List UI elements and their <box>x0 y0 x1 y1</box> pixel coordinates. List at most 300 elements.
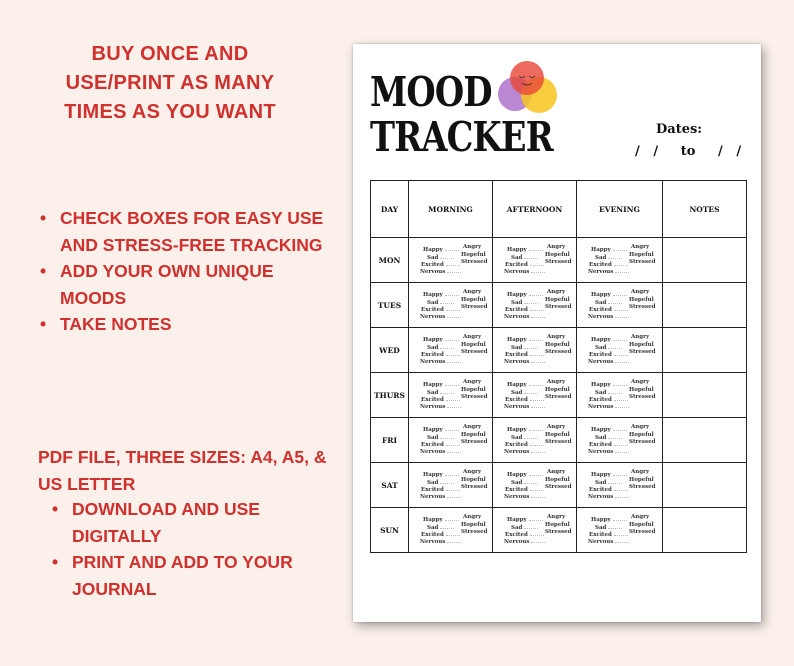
notes-cell[interactable] <box>663 328 747 373</box>
mood-happy[interactable] <box>507 336 543 343</box>
mood-angry[interactable] <box>547 379 565 385</box>
mood-nervous[interactable] <box>504 313 545 320</box>
checkbox[interactable] <box>530 441 544 446</box>
mood-sad[interactable] <box>511 434 538 441</box>
mood-stressed[interactable] <box>629 529 655 535</box>
mood-stressed[interactable] <box>545 394 571 400</box>
mood-stressed[interactable] <box>545 259 571 265</box>
checkbox[interactable] <box>613 516 627 521</box>
mood-checkbox-group <box>577 373 662 417</box>
mood-label: Sad <box>595 435 607 441</box>
mood-nervous[interactable] <box>588 313 629 320</box>
mood-label: Excited <box>421 307 444 313</box>
mood-label: Happy <box>423 517 443 523</box>
mood-nervous[interactable] <box>420 268 461 275</box>
header-morning: MORNING <box>409 181 493 238</box>
mood-sad[interactable] <box>427 524 454 531</box>
checkbox[interactable] <box>608 524 622 529</box>
mood-label: Sad <box>427 435 439 441</box>
checkbox[interactable] <box>531 313 545 318</box>
checkbox[interactable] <box>531 448 545 453</box>
mood-stressed[interactable] <box>461 259 487 265</box>
table-row <box>371 463 747 508</box>
checkbox[interactable] <box>615 493 629 498</box>
feature-item: • CHECK BOXES FOR EASY USE AND STRESS-FREE TRACKING <box>40 205 340 258</box>
mood-sad[interactable] <box>427 389 454 396</box>
checkbox[interactable] <box>608 479 622 484</box>
mood-excited[interactable] <box>505 486 544 493</box>
mood-checkbox-group <box>577 238 662 282</box>
mood-happy[interactable] <box>507 471 543 478</box>
mood-label: Sad <box>595 345 607 351</box>
checkbox[interactable] <box>614 351 628 356</box>
checkbox[interactable] <box>530 486 544 491</box>
checkbox[interactable] <box>447 313 461 318</box>
mood-hopeful[interactable] <box>545 252 570 258</box>
mood-angry[interactable] <box>547 424 565 430</box>
mood-stressed[interactable] <box>629 439 655 445</box>
mood-hopeful[interactable] <box>629 522 654 528</box>
checkbox[interactable] <box>531 493 545 498</box>
mood-happy[interactable] <box>507 246 543 253</box>
mood-sad[interactable] <box>427 434 454 441</box>
header-notes: NOTES <box>663 181 747 238</box>
mood-stressed[interactable] <box>545 349 571 355</box>
mood-happy[interactable] <box>591 336 627 343</box>
checkbox[interactable] <box>531 538 545 543</box>
checkbox[interactable] <box>530 351 544 356</box>
mood-happy[interactable] <box>423 246 459 253</box>
mood-sad[interactable] <box>427 254 454 261</box>
mood-hopeful[interactable] <box>461 252 486 258</box>
mood-sad[interactable] <box>511 524 538 531</box>
mood-label: Excited <box>589 352 612 358</box>
checkbox[interactable] <box>524 434 538 439</box>
checkbox[interactable] <box>615 358 629 363</box>
mood-label: Sad <box>511 255 523 261</box>
notes-cell[interactable] <box>663 463 747 508</box>
checkbox[interactable] <box>608 389 622 394</box>
checkbox[interactable] <box>446 441 460 446</box>
checkbox[interactable] <box>614 306 628 311</box>
mood-label: Happy <box>507 472 527 478</box>
checkbox[interactable] <box>608 434 622 439</box>
mood-nervous[interactable] <box>588 358 629 365</box>
mood-angry[interactable] <box>463 334 481 340</box>
mood-happy[interactable] <box>507 291 543 298</box>
mood-nervous[interactable] <box>588 403 629 410</box>
mood-stressed[interactable] <box>461 349 487 355</box>
header-evening: EVENING <box>577 181 663 238</box>
checkbox[interactable] <box>447 268 461 273</box>
checkbox[interactable] <box>524 479 538 484</box>
mood-happy[interactable] <box>507 516 543 523</box>
day-label: SAT <box>371 463 409 508</box>
mood-label: Hopeful <box>629 387 654 393</box>
mood-label: Nervous <box>588 314 614 320</box>
mood-excited[interactable] <box>505 531 544 538</box>
mood-excited[interactable] <box>589 351 628 358</box>
mood-sad[interactable] <box>511 479 538 486</box>
checkbox[interactable] <box>613 246 627 251</box>
checkbox[interactable] <box>445 381 459 386</box>
day-label: SUN <box>371 508 409 553</box>
checkbox[interactable] <box>529 426 543 431</box>
mood-label: Sad <box>595 300 607 306</box>
mood-excited[interactable] <box>589 531 628 538</box>
mood-excited[interactable] <box>589 486 628 493</box>
checkbox[interactable] <box>440 389 454 394</box>
mood-angry[interactable] <box>631 334 649 340</box>
evening-cell <box>577 283 663 328</box>
mood-label: Sad <box>595 390 607 396</box>
mood-excited[interactable] <box>505 351 544 358</box>
mood-stressed[interactable] <box>461 439 487 445</box>
mood-angry[interactable] <box>547 334 565 340</box>
mood-label: Stressed <box>629 394 656 400</box>
mood-nervous[interactable] <box>588 493 629 500</box>
mood-stressed[interactable] <box>629 484 655 490</box>
mood-stressed[interactable] <box>461 529 487 535</box>
mood-sad[interactable] <box>595 299 622 306</box>
mood-hopeful[interactable] <box>461 522 486 528</box>
checkbox[interactable] <box>614 396 628 401</box>
mood-happy[interactable] <box>591 426 627 433</box>
checkbox[interactable] <box>445 336 459 341</box>
checkbox[interactable] <box>614 531 628 536</box>
checkbox[interactable] <box>524 389 538 394</box>
checkbox[interactable] <box>529 336 543 341</box>
mood-hopeful[interactable] <box>461 477 486 483</box>
mood-stressed[interactable] <box>629 304 655 310</box>
checkbox[interactable] <box>447 448 461 453</box>
mood-hopeful[interactable] <box>461 297 486 303</box>
promo-title-line: TIMES AS YOU WANT <box>64 101 276 123</box>
mood-angry[interactable] <box>631 289 649 295</box>
checkbox[interactable] <box>613 336 627 341</box>
promo-title <box>30 40 310 127</box>
mood-happy[interactable] <box>591 291 627 298</box>
mood-hopeful[interactable] <box>629 477 654 483</box>
mood-angry[interactable] <box>547 244 565 250</box>
checkbox[interactable] <box>615 448 629 453</box>
mood-stressed[interactable] <box>461 484 487 490</box>
checkbox[interactable] <box>530 396 544 401</box>
checkbox[interactable] <box>447 358 461 363</box>
mood-sad[interactable] <box>511 389 538 396</box>
mood-happy[interactable] <box>591 381 627 388</box>
mood-excited[interactable] <box>589 441 628 448</box>
checkbox[interactable] <box>445 426 459 431</box>
mood-angry[interactable] <box>631 514 649 520</box>
table-header-row <box>371 181 747 238</box>
mood-hopeful[interactable] <box>461 387 486 393</box>
mood-stressed[interactable] <box>629 259 655 265</box>
checkbox[interactable] <box>615 268 629 273</box>
mood-nervous[interactable] <box>504 493 545 500</box>
mood-hopeful[interactable] <box>545 387 570 393</box>
checkbox[interactable] <box>524 524 538 529</box>
mood-label: Excited <box>421 262 444 268</box>
checkbox[interactable] <box>446 351 460 356</box>
mood-nervous[interactable] <box>588 538 629 545</box>
checkbox[interactable] <box>614 261 628 266</box>
feature-list <box>40 205 340 338</box>
mood-stressed[interactable] <box>545 529 571 535</box>
checkbox[interactable] <box>446 306 460 311</box>
mood-checkbox-group <box>493 283 576 327</box>
checkbox[interactable] <box>524 299 538 304</box>
mood-excited[interactable] <box>505 396 544 403</box>
mood-sad[interactable] <box>511 254 538 261</box>
checkbox[interactable] <box>615 403 629 408</box>
mood-nervous[interactable] <box>420 493 461 500</box>
mood-angry[interactable] <box>631 469 649 475</box>
checkbox[interactable] <box>446 486 460 491</box>
mood-hopeful[interactable] <box>545 342 570 348</box>
mood-happy[interactable] <box>423 291 459 298</box>
notes-cell[interactable] <box>663 418 747 463</box>
checkbox[interactable] <box>447 538 461 543</box>
mood-sad[interactable] <box>595 479 622 486</box>
mood-angry[interactable] <box>463 424 481 430</box>
mood-label: Happy <box>423 427 443 433</box>
checkbox[interactable] <box>608 254 622 259</box>
checkbox[interactable] <box>446 261 460 266</box>
mood-excited[interactable] <box>589 306 628 313</box>
mood-happy[interactable] <box>423 336 459 343</box>
mood-label: Nervous <box>588 359 614 365</box>
mood-hopeful[interactable] <box>629 252 654 258</box>
mood-sad[interactable] <box>511 299 538 306</box>
mood-label: Sad <box>595 525 607 531</box>
checkbox[interactable] <box>446 396 460 401</box>
mood-label: Angry <box>547 514 566 520</box>
checkbox[interactable] <box>531 268 545 273</box>
mood-sad[interactable] <box>595 344 622 351</box>
checkbox[interactable] <box>613 291 627 296</box>
mood-excited[interactable] <box>421 306 460 313</box>
mood-happy[interactable] <box>507 381 543 388</box>
checkbox[interactable] <box>440 344 454 349</box>
checkbox[interactable] <box>531 358 545 363</box>
checkbox[interactable] <box>530 531 544 536</box>
checkbox[interactable] <box>529 516 543 521</box>
mood-stressed[interactable] <box>545 439 571 445</box>
mood-angry[interactable] <box>631 424 649 430</box>
checkbox[interactable] <box>529 381 543 386</box>
mood-happy[interactable] <box>507 426 543 433</box>
mood-stressed[interactable] <box>545 484 571 490</box>
mood-hopeful[interactable] <box>629 387 654 393</box>
mood-hopeful[interactable] <box>629 297 654 303</box>
checkbox[interactable] <box>615 313 629 318</box>
mood-happy[interactable] <box>591 471 627 478</box>
mood-label: Nervous <box>420 359 446 365</box>
mood-stressed[interactable] <box>629 349 655 355</box>
mood-label: Angry <box>463 289 482 295</box>
mood-stressed[interactable] <box>629 394 655 400</box>
mood-hopeful[interactable] <box>629 342 654 348</box>
checkbox[interactable] <box>531 403 545 408</box>
mood-hopeful[interactable] <box>545 297 570 303</box>
mood-nervous[interactable] <box>504 538 545 545</box>
mood-sad[interactable] <box>427 344 454 351</box>
mood-hopeful[interactable] <box>461 342 486 348</box>
mood-excited[interactable] <box>505 306 544 313</box>
mood-excited[interactable] <box>421 486 460 493</box>
checkbox[interactable] <box>614 441 628 446</box>
mood-label: Stressed <box>545 529 572 535</box>
mood-label: Nervous <box>588 539 614 545</box>
mood-nervous[interactable] <box>420 313 461 320</box>
mood-hopeful[interactable] <box>545 432 570 438</box>
notes-cell[interactable] <box>663 373 747 418</box>
mood-label: Hopeful <box>629 297 654 303</box>
checkbox[interactable] <box>447 493 461 498</box>
mood-nervous[interactable] <box>504 268 545 275</box>
mood-label: Excited <box>421 397 444 403</box>
mood-label: Hopeful <box>545 387 570 393</box>
mood-sad[interactable] <box>595 389 622 396</box>
mood-angry[interactable] <box>463 469 481 475</box>
mood-hopeful[interactable] <box>629 432 654 438</box>
mood-sad[interactable] <box>427 479 454 486</box>
mood-excited[interactable] <box>589 261 628 268</box>
mood-stressed[interactable] <box>461 304 487 310</box>
notes-cell[interactable] <box>663 238 747 283</box>
checkbox[interactable] <box>445 246 459 251</box>
evening-cell <box>577 418 663 463</box>
mood-hopeful[interactable] <box>545 477 570 483</box>
mood-nervous[interactable] <box>588 448 629 455</box>
mood-nervous[interactable] <box>420 448 461 455</box>
mood-angry[interactable] <box>463 244 481 250</box>
mood-nervous[interactable] <box>504 358 545 365</box>
mood-angry[interactable] <box>631 379 649 385</box>
mood-angry[interactable] <box>547 289 565 295</box>
mood-stressed[interactable] <box>461 394 487 400</box>
mood-excited[interactable] <box>421 261 460 268</box>
mood-label: Happy <box>591 292 611 298</box>
mood-nervous[interactable] <box>420 358 461 365</box>
checkbox[interactable] <box>440 254 454 259</box>
checkbox[interactable] <box>608 344 622 349</box>
checkbox[interactable] <box>613 471 627 476</box>
checkbox[interactable] <box>524 344 538 349</box>
mood-label: Happy <box>591 472 611 478</box>
checkbox[interactable] <box>440 479 454 484</box>
mood-happy[interactable] <box>423 381 459 388</box>
mood-happy[interactable] <box>591 246 627 253</box>
day-label: MON <box>371 238 409 283</box>
checkbox[interactable] <box>445 471 459 476</box>
checkbox[interactable] <box>614 486 628 491</box>
table-row <box>371 238 747 283</box>
mood-nervous[interactable] <box>504 448 545 455</box>
checkbox[interactable] <box>529 291 543 296</box>
mood-angry[interactable] <box>463 289 481 295</box>
mood-nervous[interactable] <box>420 403 461 410</box>
mood-label: Sad <box>595 480 607 486</box>
mood-label: Stressed <box>629 529 656 535</box>
mood-nervous[interactable] <box>588 268 629 275</box>
mood-hopeful[interactable] <box>545 522 570 528</box>
day-label: THURS <box>371 373 409 418</box>
checkbox[interactable] <box>615 538 629 543</box>
mood-label: Happy <box>423 247 443 253</box>
checkbox[interactable] <box>613 381 627 386</box>
notes-cell[interactable] <box>663 283 747 328</box>
mood-excited[interactable] <box>421 531 460 538</box>
mood-hopeful[interactable] <box>461 432 486 438</box>
table-row <box>371 328 747 373</box>
checkbox[interactable] <box>613 426 627 431</box>
checkbox[interactable] <box>530 306 544 311</box>
checkbox[interactable] <box>445 291 459 296</box>
mood-nervous[interactable] <box>420 538 461 545</box>
mood-happy[interactable] <box>423 516 459 523</box>
mood-stressed[interactable] <box>545 304 571 310</box>
mood-angry[interactable] <box>547 514 565 520</box>
checkbox[interactable] <box>530 261 544 266</box>
mood-sad[interactable] <box>595 434 622 441</box>
mood-label: Excited <box>421 442 444 448</box>
mood-excited[interactable] <box>421 396 460 403</box>
mood-sad[interactable] <box>595 254 622 261</box>
mood-angry[interactable] <box>463 514 481 520</box>
checkbox[interactable] <box>529 471 543 476</box>
mood-label: Sad <box>427 255 439 261</box>
mood-sad[interactable] <box>427 299 454 306</box>
mood-excited[interactable] <box>421 351 460 358</box>
mood-checkbox-group <box>493 418 576 462</box>
checkbox[interactable] <box>440 524 454 529</box>
checkbox[interactable] <box>524 254 538 259</box>
checkbox[interactable] <box>608 299 622 304</box>
mood-excited[interactable] <box>421 441 460 448</box>
dates-range[interactable]: / / to / / <box>635 144 742 159</box>
mood-label: Sad <box>427 300 439 306</box>
mood-label: Nervous <box>420 494 446 500</box>
mood-angry[interactable] <box>631 244 649 250</box>
mood-label: Happy <box>423 337 443 343</box>
mood-excited[interactable] <box>505 441 544 448</box>
mood-angry[interactable] <box>463 379 481 385</box>
mood-happy[interactable] <box>591 516 627 523</box>
mood-angry[interactable] <box>547 469 565 475</box>
mood-sad[interactable] <box>511 344 538 351</box>
checkbox[interactable] <box>440 434 454 439</box>
mood-excited[interactable] <box>505 261 544 268</box>
mood-label: Hopeful <box>629 342 654 348</box>
mood-happy[interactable] <box>423 426 459 433</box>
checkbox[interactable] <box>447 403 461 408</box>
tracker-title-line2: TRACKER <box>370 113 553 161</box>
checkbox[interactable] <box>446 531 460 536</box>
feature-item: • ADD YOUR OWN UNIQUE MOODS <box>40 258 340 311</box>
checkbox[interactable] <box>445 516 459 521</box>
notes-cell[interactable] <box>663 508 747 553</box>
table-row <box>371 508 747 553</box>
mood-nervous[interactable] <box>504 403 545 410</box>
mood-label: Hopeful <box>629 252 654 258</box>
mood-happy[interactable] <box>423 471 459 478</box>
mood-excited[interactable] <box>589 396 628 403</box>
checkbox[interactable] <box>440 299 454 304</box>
checkbox[interactable] <box>529 246 543 251</box>
mood-sad[interactable] <box>595 524 622 531</box>
